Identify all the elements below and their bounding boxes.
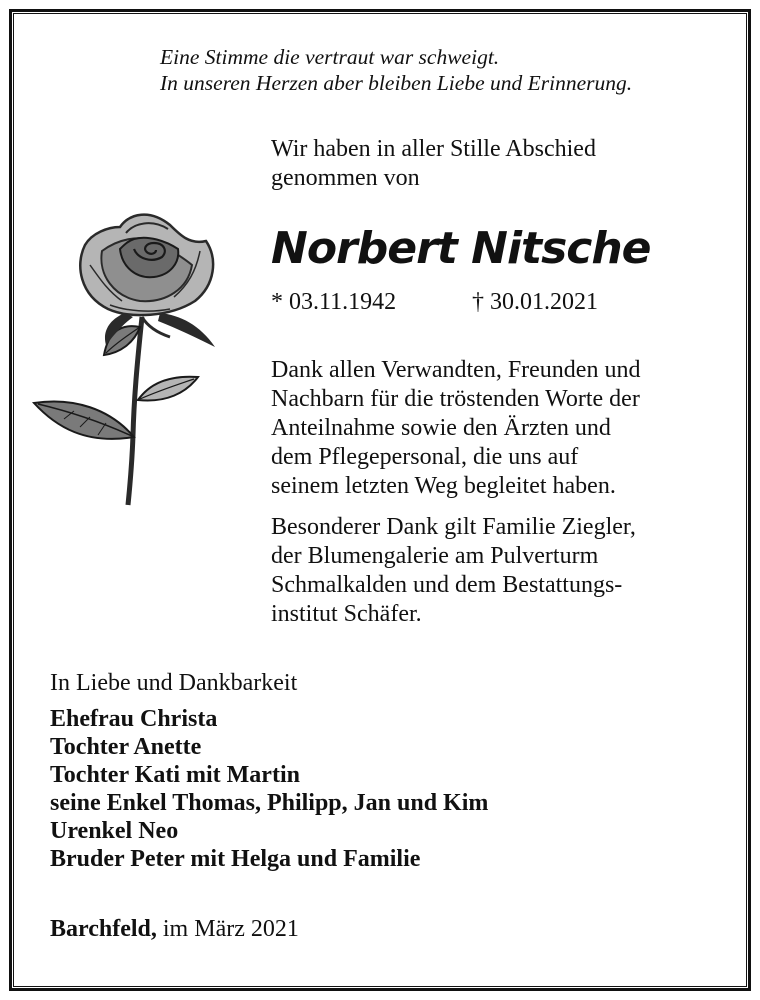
birth-date: * 03.11.1942	[271, 289, 397, 315]
death-date: † 30.01.2021	[472, 289, 598, 315]
thanks-paragraph-2	[271, 513, 741, 629]
motto-line-1: Eine Stimme die vertraut war schweigt.	[160, 45, 500, 69]
motto-line-2: In unseren Herzen aber bleiben Liebe und Erinnerung.	[160, 71, 633, 95]
place-date	[50, 915, 650, 944]
family-member: Urenkel Neo	[50, 818, 179, 844]
family-member: Bruder Peter mit Helga und Familie	[50, 846, 421, 872]
thanks-line: Nachbarn für die tröstenden Worte der	[271, 386, 640, 412]
family-list	[50, 705, 730, 873]
closing-phrase: In Liebe und Dankbarkeit	[50, 670, 298, 696]
thanks-line: Besonderer Dank gilt Familie Ziegler,	[271, 514, 636, 540]
thanks-line: Anteilnahme sowie den Ärzten und	[271, 415, 611, 441]
life-dates	[271, 287, 731, 317]
thanks-paragraph-1	[271, 356, 741, 501]
thanks-line: seinem letzten Weg begleitet haben.	[271, 473, 616, 499]
thanks-line: Schmalkalden und dem Bestattungs-	[271, 572, 623, 598]
thanks-line: Dank allen Verwandten, Freunden und	[271, 357, 641, 383]
rose-icon	[30, 205, 230, 510]
family-member: Tochter Kati mit Martin	[50, 762, 300, 788]
place-month: im März 2021	[162, 916, 299, 942]
deceased-name: Norbert Nitsche	[271, 223, 651, 274]
intro-text	[271, 135, 731, 193]
family-member: Ehefrau Christa	[50, 706, 218, 732]
family-member: Tochter Anette	[50, 734, 202, 760]
intro-line-2: genommen von	[271, 165, 420, 191]
thanks-line: institut Schäfer.	[271, 601, 422, 627]
family-member: seine Enkel Thomas, Philipp, Jan und Kim	[50, 790, 489, 816]
thanks-line: der Blumengalerie am Pulverturm	[271, 543, 599, 569]
intro-line-1: Wir haben in aller Stille Abschied	[271, 136, 596, 162]
thanks-line: dem Pflegepersonal, die uns auf	[271, 444, 579, 470]
place-town: Barchfeld,	[50, 916, 157, 942]
motto	[160, 44, 740, 96]
